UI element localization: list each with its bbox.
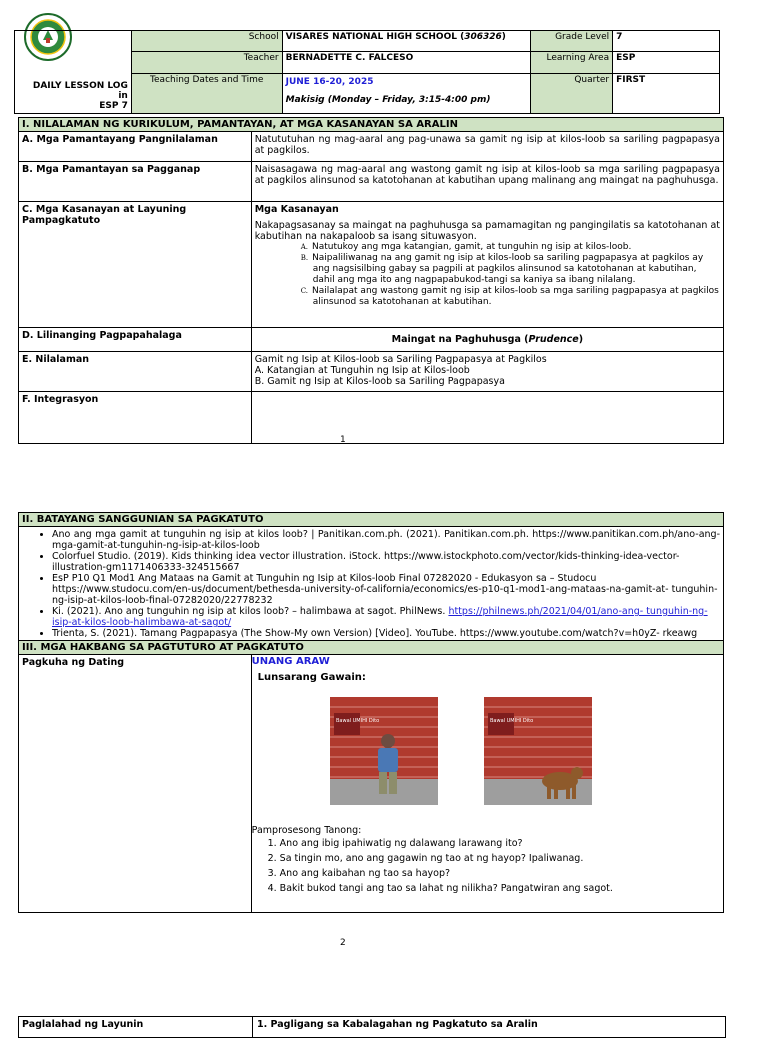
question-item: 4. Bakit bukod tangi ang tao sa lahat ng nilikha? Pangatwiran ang sagot. <box>280 883 723 894</box>
area-label: Learning Area <box>531 52 613 74</box>
next-page-row <box>18 1016 726 1038</box>
content-line: A. Katangian at Tunguhin ng Isip at Kilos-loob <box>254 365 470 376</box>
area-value: ESP <box>613 52 720 74</box>
reference-item: • Ki. (2021). Ano ang tunguhin ng isip at kilos loob? – halimbawa at sagot. PhilNews. https://philnews.ph/2021/04/01/ano-ang- tunguhin-ng-isip-at-kilos-loob-halimbawa-at-sagot/ <box>52 606 720 628</box>
questions-list <box>252 838 723 894</box>
section2-heading: II. BATAYANG SANGGUNIAN SA PAGKATUTO <box>19 513 724 527</box>
question-item: 1. Ano ang ibig ipahiwatig ng dalawang larawang ito? <box>280 838 723 849</box>
sign-text-2: Bawal UMIHI Dito <box>489 718 533 724</box>
section-schedule: Makisig (Monday – Friday, 3:15-4:00 pm) <box>285 95 491 105</box>
reference-item: • Ano ang mga gamit at tunguhin ng isip at kilos loob? | Panitikan.com.ph. (2021). Panitikan.com.ph. https://www.panitikan.com.ph/ano-ang-mga-gamit-at-tunguhin-ng-isip-at-kilos-loob <box>52 529 720 551</box>
teacher-label: Teacher <box>131 52 282 74</box>
value-name: Maingat na Paghuhusga ( <box>391 334 529 345</box>
row-c-content <box>251 202 723 328</box>
row-c-label-text: C. Mga Kasanayan at Layuning Pampagkatuto <box>22 204 187 226</box>
pagkuha-label: Pagkuha ng Dating <box>19 655 252 913</box>
dll-title-line3: ESP 7 <box>99 101 128 111</box>
paglalahad-label: Paglalahad ng Layunin <box>22 1019 144 1030</box>
dll-title <box>15 31 132 114</box>
activity-label: Lunsarang Gawain: <box>257 672 366 683</box>
school-value <box>282 31 531 52</box>
objective-item: A. Natutukoy ang mga katangian, gamit, at tunguhin ng isip at kilos-loob. <box>300 242 632 252</box>
section3-heading: III. MGA HAKBANG SA PAGTUTURO AT PAGKATUTO <box>19 641 724 655</box>
quarter-value: FIRST <box>613 74 720 114</box>
row-a-text: Natututuhan ng mag-aaral ang pag-unawa sa gamit ng isip at kilos-loob sa sariling pagpapasya at pagkilos. <box>251 132 723 162</box>
reference-item: • Colorfuel Studio. (2019). Kids thinking idea vector illustration. iStock. https://www.istockphoto.com/vector/kids-thinking-idea-vector- illustration-gm1171406333-324515667 <box>52 551 720 573</box>
dll-title-line2: in <box>118 91 128 101</box>
section1-heading: I. NILALAMAN NG KURIKULUM, PAMANTAYAN, AT MGA KASANAYAN SA ARALIN <box>19 118 724 132</box>
next-step-text: 1. Pagligang sa Kabalagahan ng Pagkatuto sa Aralin <box>257 1019 538 1030</box>
sign-text-1: Bawal UMIHI Dito <box>335 718 379 724</box>
references-cell <box>19 527 724 641</box>
row-f-content <box>251 392 723 444</box>
row-d-label: D. Lilinanging Pagpapahalaga <box>19 328 252 352</box>
grade-value: 7 <box>613 31 720 52</box>
value-english: Prudence <box>528 334 579 345</box>
reference-item: • EsP P10 Q1 Mod1 Ang Mataas na Gamit at Tunguhin ng Isip at Kilos-loob Final 07282020 - Edukasyon sa – Studocu https://www.studocu.com/en-us/document/bethesda-university-of-california/economics/es-p10-q1-mod1-ang-mataas-na-gamit-at- tunguhin-ng-isip-at-kilos-loob-final-07282020/22778232 <box>52 573 720 606</box>
kasanayan-title: Mga Kasanayan <box>254 204 339 215</box>
content-line: B. Gamit ng Isip at Kilos-loob sa Sariling Pagpapasya <box>254 376 505 387</box>
dates-cell <box>282 74 531 114</box>
grade-label: Grade Level <box>531 31 613 52</box>
questions-title: Pamprosesong Tanong: <box>251 825 362 836</box>
reference-item: • Trienta, S. (2021). Tamang Pagpapasya (The Show-My own Version) [Video]. YouTube. https://www.youtube.com/watch?v=h0yZ- rkeawg <box>52 628 720 639</box>
objectives-list <box>255 242 720 308</box>
dates-label: Teaching Dates and Time <box>131 74 282 114</box>
page-number: 2 <box>340 938 346 948</box>
teacher-value: BERNADETTE C. FALCESO <box>282 52 531 74</box>
dates-value: JUNE 16-20, 2025 <box>285 77 374 87</box>
question-item: 3. Ano ang kaibahan ng tao sa hayop? <box>280 868 723 879</box>
references-list <box>22 529 720 639</box>
objective-item: B. Naipaliliwanag na ang gamit ng isip at kilos-loob sa sariling pagpapasya at pagkilos ay ang nagsisilbing gabay sa pagpili at pagkilos alinsunod sa katotohanan at kabutihan, dahil ang mga ito ang nagpapabukod-tangi sa kaniya sa ibang nilalang. <box>300 253 704 285</box>
row-a-label: A. Mga Pamantayang Pangnilalaman <box>19 132 252 162</box>
row-c-label <box>19 202 252 328</box>
row-b-text: Naisasagawa ng mag-aaral ang wastong gamit ng isip at kilos-loob sa mga sariling pagpapasya at pagkilos alinsunod sa katotohanan at kabutihan upang malinang ang maingat na paghuhusga. <box>251 162 723 202</box>
content-line: Gamit ng Isip at Kilos-loob sa Sariling Pagpapasya at Pagkilos <box>254 354 547 365</box>
pagkuha-content <box>251 655 723 913</box>
dog-wall-image <box>484 697 592 805</box>
man-wall-image <box>330 697 438 805</box>
row-e-content <box>251 352 723 392</box>
school-id: 306326 <box>464 32 502 42</box>
value-close: ) <box>578 334 584 345</box>
row-d-value <box>251 328 723 352</box>
kasanayan-text: Nakapagsasanay sa maingat na paghuhusga sa pamamagitan ng pangingilatis sa katotohanan at kabutihan na nakapaloob sa isang situwasyon. <box>254 220 720 242</box>
row-b-label: B. Mga Pamantayan sa Pagganap <box>19 162 252 202</box>
quarter-label: Quarter <box>531 74 613 114</box>
activity-images <box>252 683 723 823</box>
school-close: ) <box>501 32 506 42</box>
question-item: 2. Sa tingin mo, ano ang gagawin ng tao at ng hayop? Ipaliwanag. <box>280 853 723 864</box>
dll-title-line1: DAILY LESSON LOG <box>32 81 128 91</box>
school-name: VISARES NATIONAL HIGH SCHOOL ( <box>285 32 465 42</box>
page-number: 1 <box>340 435 346 445</box>
row-e-label: E. Nilalaman <box>19 352 252 392</box>
reference-link[interactable]: https://philnews.ph/2021/04/01/ano-ang- tunguhin-ng-isip-at-kilos-loob-halimbawa-at-sagot/ <box>52 606 708 628</box>
row-f-label: F. Integrasyon <box>19 392 252 444</box>
school-label: School <box>131 31 282 52</box>
day-label: UNANG ARAW <box>251 656 330 667</box>
objective-item: C. Nailalapat ang wastong gamit ng isip at kilos-loob sa mga sariling pagpapasya at pagkilos alinsunod sa katotohanan at kabutihan. <box>300 286 719 307</box>
